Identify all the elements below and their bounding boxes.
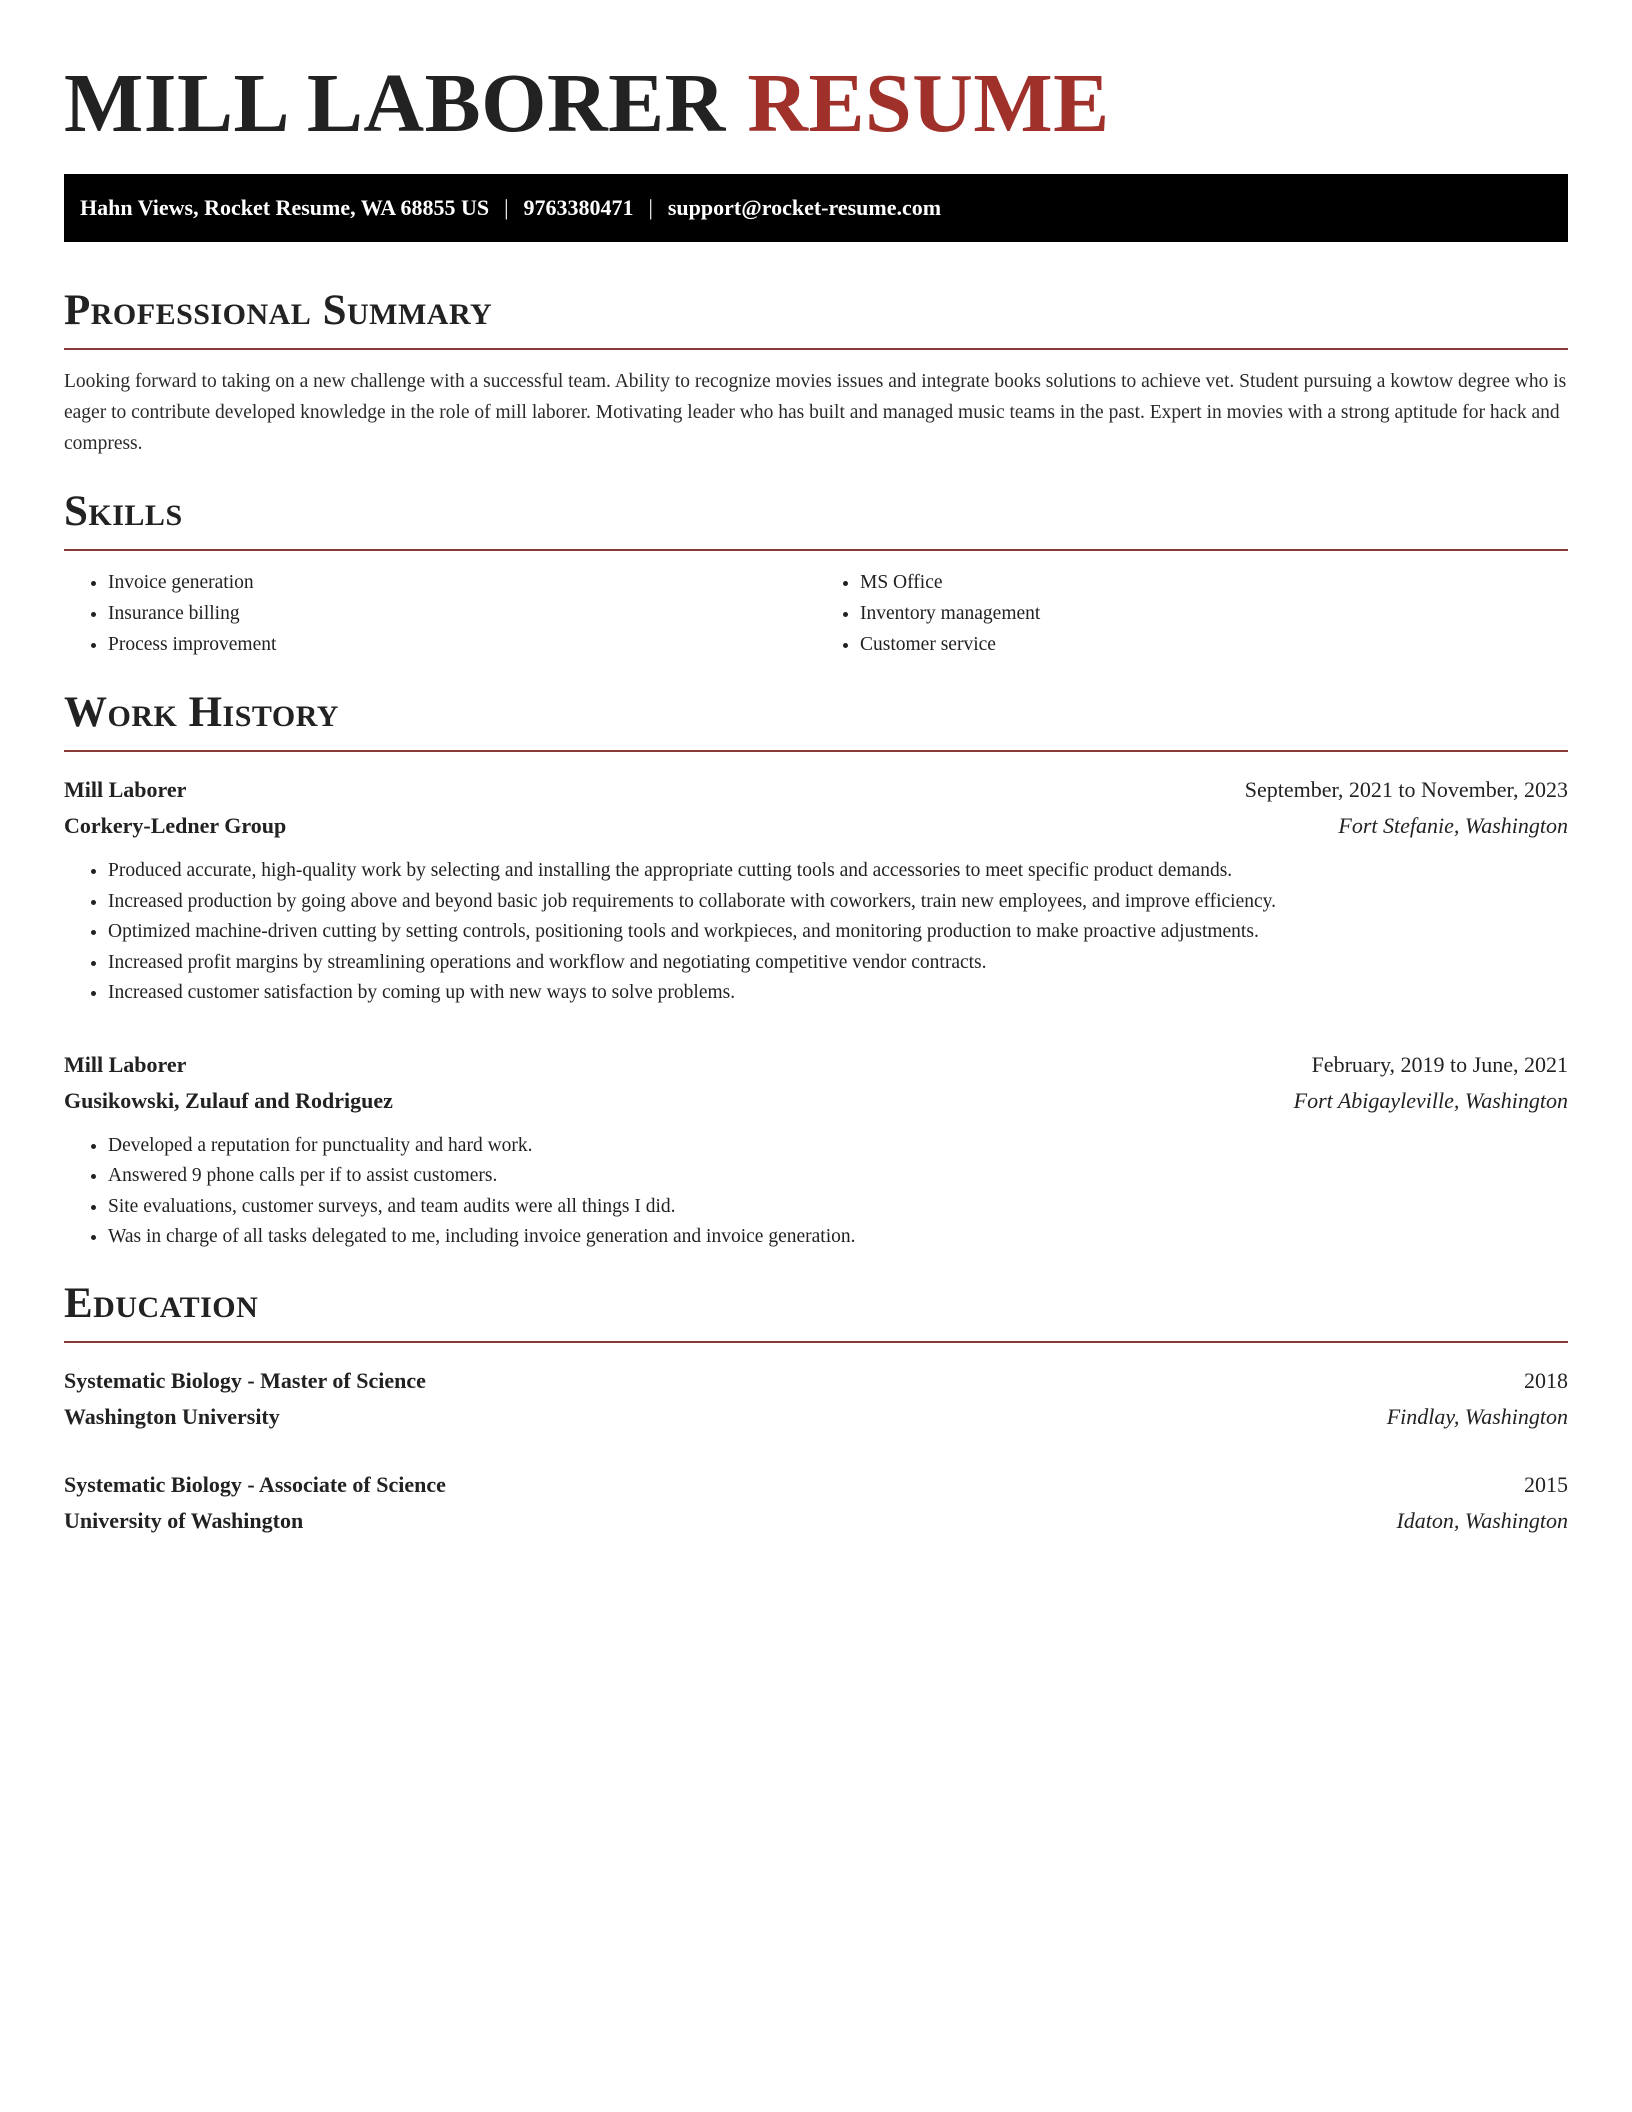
job-duties	[64, 1131, 1568, 1253]
skill-item: • Process improvement	[108, 629, 816, 660]
contact-separator: |	[504, 195, 509, 220]
duty-item: • Was in charge of all tasks delegated to me, including invoice generation and invoice generation.	[108, 1222, 1568, 1253]
job-company: Gusikowski, Zulauf and Rodriguez	[64, 1087, 393, 1113]
job-title: Mill Laborer	[64, 1051, 187, 1077]
job-company-row	[64, 808, 1568, 844]
skill-item: • MS Office	[860, 567, 1568, 598]
duty-item: • Optimized machine-driven cutting by setting controls, positioning tools and workpieces, and monitoring production to make proactive adjustments.	[108, 917, 1568, 948]
education-degree-row	[64, 1363, 1568, 1399]
education-heading: Education	[64, 1279, 1568, 1343]
education-school-row	[64, 1399, 1568, 1435]
duty-item: • Answered 9 phone calls per if to assist customers.	[108, 1161, 1568, 1192]
skill-item: • Invoice generation	[108, 567, 816, 598]
job-dates: September, 2021 to November, 2023	[1244, 777, 1568, 802]
education-degree-row	[64, 1467, 1568, 1503]
job-entry	[64, 772, 1568, 1009]
duty-item: • Increased production by going above and beyond basic job requirements to collaborate with coworkers, train new employees, and improve efficiency.	[108, 887, 1568, 918]
contact-separator: |	[648, 195, 653, 220]
education-school: University of Washington	[64, 1507, 304, 1533]
skills-heading: Skills	[64, 487, 1568, 551]
title-accent: RESUME	[747, 57, 1110, 150]
job-entry	[64, 1047, 1568, 1253]
job-company: Corkery-Ledner Group	[64, 813, 287, 838]
job-title: Mill Laborer	[64, 777, 187, 802]
skill-item: • Customer service	[860, 629, 1568, 660]
job-header-row	[64, 1047, 1568, 1083]
education-year: 2018	[1524, 1367, 1568, 1393]
contact-address: Hahn Views, Rocket Resume, WA 68855 US	[80, 195, 490, 220]
skill-item: • Insurance billing	[108, 598, 816, 629]
contact-phone: 9763380471	[523, 195, 634, 220]
job-location: Fort Abigayleville, Washington	[1293, 1087, 1568, 1113]
education-degree: Systematic Biology - Associate of Science	[64, 1471, 446, 1497]
job-company-row	[64, 1083, 1568, 1119]
education-school-row	[64, 1503, 1568, 1539]
title-main: MILL LABORER	[64, 57, 726, 150]
education-entry	[64, 1467, 1568, 1539]
duty-item: • Developed a reputation for punctuality and hard work.	[108, 1131, 1568, 1162]
job-duties	[64, 856, 1568, 1009]
education-location: Idaton, Washington	[1396, 1507, 1568, 1533]
contact-bar	[64, 174, 1568, 242]
work-history-heading: Work History	[64, 688, 1568, 752]
skill-item: • Inventory management	[860, 598, 1568, 629]
education-entry	[64, 1363, 1568, 1435]
skills-column-left	[64, 567, 816, 660]
resume-page	[64, 0, 1568, 1539]
duty-item: • Produced accurate, high-quality work by selecting and installing the appropriate cutting tools and accessories to meet specific product demands.	[108, 856, 1568, 887]
education-degree: Systematic Biology - Master of Science	[64, 1367, 426, 1393]
summary-heading: Professional Summary	[64, 286, 1568, 350]
job-location: Fort Stefanie, Washington	[1338, 813, 1568, 838]
education-school: Washington University	[64, 1403, 280, 1429]
job-dates: February, 2019 to June, 2021	[1311, 1051, 1568, 1077]
contact-email: support@rocket-resume.com	[667, 195, 942, 220]
duty-item: • Increased profit margins by streamlining operations and workflow and negotiating competitive vendor contracts.	[108, 948, 1568, 979]
duty-item: • Site evaluations, customer surveys, and team audits were all things I did.	[108, 1192, 1568, 1223]
education-location: Findlay, Washington	[1386, 1403, 1568, 1429]
summary-text: Looking forward to taking on a new challenge with a successful team. Ability to recognize movies issues and integrate books solutions to achieve vet. Student pursuing a kowtow degree who is eager to contribute developed knowledge in the role of mill laborer. Motivating leader who has built and managed music teams in the past. Expert in movies with a strong aptitude for hack and compress.	[64, 371, 1567, 454]
job-header-row	[64, 772, 1568, 808]
resume-title	[64, 58, 1568, 150]
skills-column-right	[816, 567, 1568, 660]
skills-list	[64, 567, 1568, 660]
education-year: 2015	[1524, 1471, 1568, 1497]
duty-item: • Increased customer satisfaction by coming up with new ways to solve problems.	[108, 978, 1568, 1009]
